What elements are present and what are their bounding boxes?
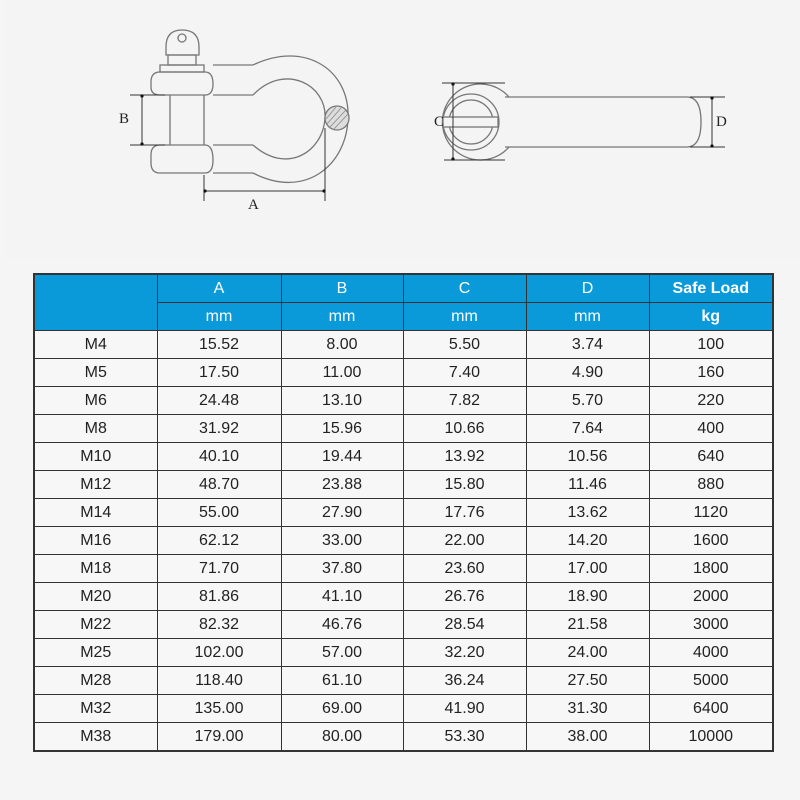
table-row <box>34 471 773 499</box>
table-row <box>34 359 773 387</box>
cell-size: M14 <box>34 499 157 527</box>
cell-safe-load: 1120 <box>649 499 773 527</box>
cell-a: 71.70 <box>157 555 281 583</box>
cell-c: 10.66 <box>403 415 526 443</box>
cell-size: M22 <box>34 611 157 639</box>
cell-c: 53.30 <box>403 723 526 752</box>
dimension-diagrams <box>5 0 800 258</box>
cell-a: 135.00 <box>157 695 281 723</box>
dimension-label-c: C <box>434 114 445 130</box>
spec-table <box>33 273 774 752</box>
cell-b: 33.00 <box>281 527 403 555</box>
cell-safe-load: 6400 <box>649 695 773 723</box>
cell-b: 27.90 <box>281 499 403 527</box>
cell-a: 24.48 <box>157 387 281 415</box>
cell-a: 179.00 <box>157 723 281 752</box>
cell-c: 26.76 <box>403 583 526 611</box>
cell-size: M28 <box>34 667 157 695</box>
table-row <box>34 415 773 443</box>
cell-size: M20 <box>34 583 157 611</box>
header-size <box>34 274 157 331</box>
cell-safe-load: 100 <box>649 331 773 359</box>
cell-b: 13.10 <box>281 387 403 415</box>
cell-d: 10.56 <box>526 443 649 471</box>
cell-c: 32.20 <box>403 639 526 667</box>
table-row <box>34 695 773 723</box>
cell-d: 18.90 <box>526 583 649 611</box>
unit-c: mm <box>403 303 526 331</box>
cell-b: 8.00 <box>281 331 403 359</box>
cell-safe-load: 400 <box>649 415 773 443</box>
cell-size: M4 <box>34 331 157 359</box>
unit-b: mm <box>281 303 403 331</box>
cell-a: 17.50 <box>157 359 281 387</box>
cell-size: M5 <box>34 359 157 387</box>
cell-c: 36.24 <box>403 667 526 695</box>
cell-size: M16 <box>34 527 157 555</box>
unit-a: mm <box>157 303 281 331</box>
table-row <box>34 667 773 695</box>
cell-a: 15.52 <box>157 331 281 359</box>
cell-d: 27.50 <box>526 667 649 695</box>
cell-a: 31.92 <box>157 415 281 443</box>
cell-a: 118.40 <box>157 667 281 695</box>
cell-c: 17.76 <box>403 499 526 527</box>
cell-d: 7.64 <box>526 415 649 443</box>
cell-size: M32 <box>34 695 157 723</box>
cell-b: 80.00 <box>281 723 403 752</box>
header-safe-load: Safe Load <box>649 274 773 303</box>
cell-size: M8 <box>34 415 157 443</box>
cell-a: 82.32 <box>157 611 281 639</box>
table-row <box>34 527 773 555</box>
cell-d: 17.00 <box>526 555 649 583</box>
cell-size: M12 <box>34 471 157 499</box>
cell-a: 48.70 <box>157 471 281 499</box>
cell-d: 24.00 <box>526 639 649 667</box>
dimension-label-b: B <box>119 111 130 127</box>
shackle-diagram-icon <box>5 0 800 258</box>
cell-safe-load: 880 <box>649 471 773 499</box>
table-row <box>34 555 773 583</box>
table-row <box>34 639 773 667</box>
cell-b: 46.76 <box>281 611 403 639</box>
spec-table-container <box>33 273 774 752</box>
cell-a: 102.00 <box>157 639 281 667</box>
cell-b: 19.44 <box>281 443 403 471</box>
unit-safe-load: kg <box>649 303 773 331</box>
cell-d: 5.70 <box>526 387 649 415</box>
cell-c: 23.60 <box>403 555 526 583</box>
cell-b: 37.80 <box>281 555 403 583</box>
header-d: D <box>526 274 649 303</box>
cell-c: 7.40 <box>403 359 526 387</box>
header-b: B <box>281 274 403 303</box>
cell-b: 61.10 <box>281 667 403 695</box>
cell-c: 15.80 <box>403 471 526 499</box>
cell-safe-load: 1800 <box>649 555 773 583</box>
cell-safe-load: 1600 <box>649 527 773 555</box>
cell-d: 14.20 <box>526 527 649 555</box>
cell-c: 22.00 <box>403 527 526 555</box>
cell-a: 55.00 <box>157 499 281 527</box>
cell-size: M38 <box>34 723 157 752</box>
cell-d: 13.62 <box>526 499 649 527</box>
cell-safe-load: 4000 <box>649 639 773 667</box>
cell-c: 28.54 <box>403 611 526 639</box>
cell-a: 40.10 <box>157 443 281 471</box>
cell-d: 21.58 <box>526 611 649 639</box>
table-row <box>34 499 773 527</box>
table-row <box>34 723 773 752</box>
cell-size: M6 <box>34 387 157 415</box>
table-row <box>34 583 773 611</box>
cell-a: 81.86 <box>157 583 281 611</box>
table-row <box>34 443 773 471</box>
header-a: A <box>157 274 281 303</box>
table-row <box>34 387 773 415</box>
cell-safe-load: 2000 <box>649 583 773 611</box>
cell-b: 15.96 <box>281 415 403 443</box>
cell-d: 3.74 <box>526 331 649 359</box>
cell-d: 38.00 <box>526 723 649 752</box>
cell-a: 62.12 <box>157 527 281 555</box>
cell-b: 57.00 <box>281 639 403 667</box>
cell-d: 4.90 <box>526 359 649 387</box>
cell-b: 69.00 <box>281 695 403 723</box>
table-row <box>34 611 773 639</box>
table-body <box>34 331 773 752</box>
cell-safe-load: 10000 <box>649 723 773 752</box>
cell-safe-load: 5000 <box>649 667 773 695</box>
header-c: C <box>403 274 526 303</box>
unit-d: mm <box>526 303 649 331</box>
cell-d: 31.30 <box>526 695 649 723</box>
table-row <box>34 331 773 359</box>
cell-safe-load: 640 <box>649 443 773 471</box>
cell-c: 5.50 <box>403 331 526 359</box>
cell-c: 41.90 <box>403 695 526 723</box>
cell-d: 11.46 <box>526 471 649 499</box>
header-row-labels <box>34 274 773 303</box>
cell-safe-load: 220 <box>649 387 773 415</box>
cell-safe-load: 3000 <box>649 611 773 639</box>
cell-c: 13.92 <box>403 443 526 471</box>
cell-safe-load: 160 <box>649 359 773 387</box>
cell-b: 23.88 <box>281 471 403 499</box>
cell-c: 7.82 <box>403 387 526 415</box>
dimension-label-a: A <box>248 197 259 213</box>
cell-size: M10 <box>34 443 157 471</box>
cell-b: 41.10 <box>281 583 403 611</box>
dimension-label-d: D <box>716 114 727 130</box>
cell-b: 11.00 <box>281 359 403 387</box>
cell-size: M18 <box>34 555 157 583</box>
cell-size: M25 <box>34 639 157 667</box>
